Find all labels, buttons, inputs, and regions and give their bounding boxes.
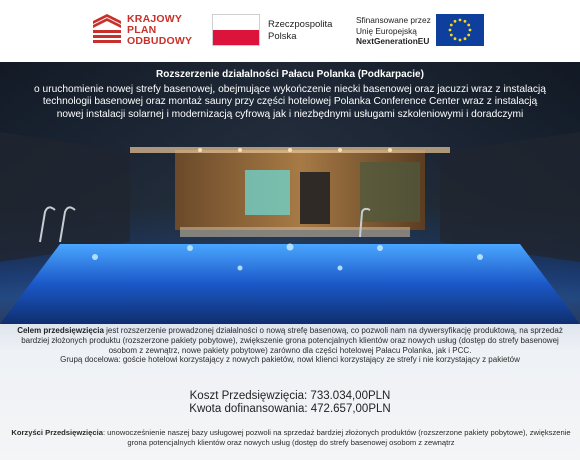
- logo-bar: [0, 0, 580, 62]
- hero-caption: [0, 68, 580, 121]
- goal-paragraph: [8, 326, 572, 355]
- poland-flag-icon: [212, 14, 260, 46]
- project-details: [0, 324, 580, 460]
- kpo-line-1: KRAJOWY: [127, 13, 183, 25]
- pool-photo: [0, 62, 580, 324]
- kpo-line-3: ODBUDOWY: [127, 35, 193, 47]
- eu-flag-icon: [436, 14, 484, 46]
- kpo-logo-text: [127, 14, 192, 47]
- eu-line-3: NextGenerationEU: [356, 36, 430, 46]
- kpo-logo-mark: [93, 14, 121, 44]
- eu-line-2: Unię Europejską: [356, 25, 417, 36]
- poland-logo-text: [268, 19, 332, 43]
- goal-label: Celem przedsięwzięcia: [17, 326, 104, 335]
- target-group-text: Grupą docelowa: goście hotelowi korzystający z nowych pakietów, nowi klienci korzystający ze strefy i nie korzystający z pakietów: [60, 355, 520, 365]
- total-cost: Koszt Przedsięwzięcia: 733.034,00PLN: [189, 390, 391, 402]
- poland-line-2: Polska: [268, 31, 297, 42]
- funding-amount: Kwota dofinansowania: 472.657,00PLN: [189, 403, 391, 415]
- poland-logo: [212, 14, 332, 48]
- eu-logo: [356, 12, 486, 48]
- benefits-text: : unowocześnienie naszej bazy usługowej pozwoli na sprzedaż bardziej złożonych produktów (rozszerzone pakiety pobytowe), zwiększenie grona potencjalnych klientów oraz nowych usług (dostęp do strefy basenowej osobom z zewnątrz: [102, 428, 571, 447]
- goal-section: [8, 326, 572, 365]
- benefits-label: Korzyści Przedsięwzięcia: [11, 428, 103, 437]
- project-title: Rozszerzenie działalności Pałacu Polanka (Podkarpacie): [156, 69, 424, 80]
- benefits-section: [6, 428, 576, 447]
- goal-text: jest rozszerzenie prowadzonej działalności o nową strefę basenową, co pozwoli nam na dywersyfikację produktową, na sprzedaż bardziej złożonych produktu (rozszerzone pakiety pobytowe), zwiększenie grona potencjalnych klientów oraz nowych usług (dostęp do strefy basenowej osobom z zewnątrz, nowe pakiety pobytowe) zarówno dla części hotelowej Pałacu Polanka, jak i PCC.: [21, 326, 563, 355]
- cost-section: [0, 390, 580, 416]
- poland-line-1: Rzeczpospolita: [268, 19, 333, 30]
- eu-logo-text: [356, 15, 431, 47]
- project-description: o uruchomienie nowej strefy basenowej, obejmujące wykończenie niecki basenowej oraz jacuzzi wraz z instalacją technologii basenowej oraz montaż sauny przy części hotelowej Polanka Conference Center wraz z instalacją nowej instalacji solarnej i modernizacją cyfrową jak i niezbędnymi usługami szkoleniowymi i doradczymi: [34, 84, 546, 120]
- kpo-line-2: PLAN: [127, 24, 157, 36]
- kpo-logo: [93, 14, 195, 48]
- eu-line-1: Sfinansowane przez: [356, 15, 431, 25]
